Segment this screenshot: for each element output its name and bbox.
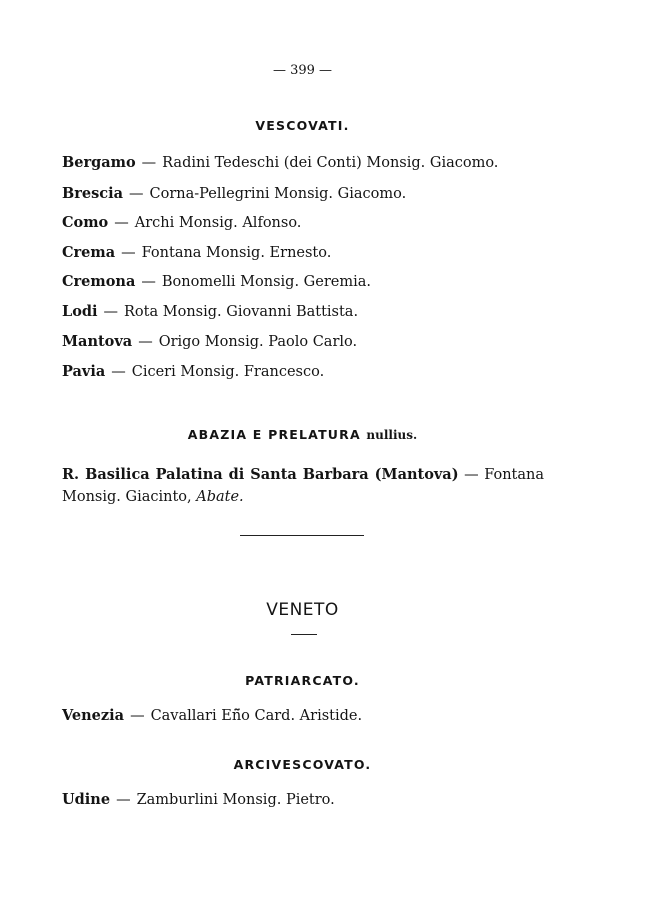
basilica-name: R. Basilica Palatina di Santa Barbara (Mantova)	[62, 466, 459, 483]
diocese-name: Cremona	[62, 273, 136, 290]
diocese-name: Pavia	[62, 363, 106, 380]
dash: —	[129, 186, 144, 202]
dash: —	[114, 215, 129, 231]
abbot-name: Fontana Monsig. Giacinto,	[62, 467, 545, 505]
bishop-name: Origo Monsig. Paolo Carlo.	[158, 334, 358, 350]
list-item	[62, 707, 362, 724]
list-item	[62, 154, 498, 171]
section-divider	[240, 535, 364, 536]
list-item	[62, 791, 335, 808]
list-item	[62, 464, 544, 508]
dash: —	[138, 334, 153, 350]
section-heading-arcivescovato: ARCIVESCOVATO.	[233, 757, 372, 772]
diocese-name: Bergamo	[62, 154, 136, 171]
dash: —	[103, 304, 119, 320]
bishop-name: Radini Tedeschi (dei Conti) Monsig. Giacomo.	[162, 155, 499, 171]
bishop-name: Archi Monsig. Alfonso.	[134, 215, 302, 231]
abazia-heading-text: ABAZIA E PRELATURA	[187, 427, 361, 442]
section-heading-patriarcato: PATRIARCATO.	[245, 673, 360, 688]
dash: —	[130, 708, 145, 724]
list-item	[62, 244, 331, 261]
diocese-name: Udine	[62, 791, 111, 808]
list-item	[62, 363, 324, 380]
bishop-name: Ciceri Monsig. Francesco.	[131, 364, 325, 380]
abbot-title: Abate.	[196, 489, 244, 505]
bishop-name: Cavallari Eñ̃o Card. Aristide.	[150, 708, 363, 724]
diocese-name: Brescia	[62, 185, 124, 202]
list-item	[62, 333, 357, 350]
diocese-name: Lodi	[62, 303, 98, 320]
region-title: VENETO	[266, 600, 339, 620]
diocese-name: Crema	[62, 244, 116, 261]
dash: —	[111, 364, 126, 380]
bishop-name: Corna-Pellegrini Monsig. Giacomo.	[149, 186, 407, 202]
list-item	[62, 273, 371, 290]
dash: —	[464, 467, 479, 483]
page-number: — 399 —	[272, 63, 333, 78]
list-item	[62, 214, 301, 231]
diocese-name: Como	[62, 214, 109, 231]
abazia-heading-suffix: nullius.	[366, 428, 418, 442]
dash: —	[141, 274, 156, 290]
bishop-name: Bonomelli Monsig. Geremia.	[161, 274, 371, 290]
diocese-name: Mantova	[62, 333, 133, 350]
dash: —	[121, 245, 136, 261]
region-underline	[291, 634, 317, 635]
dash: —	[141, 155, 157, 171]
bishop-name: Zamburlini Monsig. Pietro.	[136, 792, 335, 808]
bishop-name: Rota Monsig. Giovanni Battista.	[124, 304, 359, 320]
section-heading-vescovati: VESCOVATI.	[255, 118, 350, 133]
list-item	[62, 185, 406, 202]
dash: —	[116, 792, 131, 808]
diocese-name: Venezia	[62, 707, 125, 724]
section-heading-abazia	[0, 427, 605, 442]
list-item	[62, 303, 358, 320]
bishop-name: Fontana Monsig. Ernesto.	[141, 245, 332, 261]
